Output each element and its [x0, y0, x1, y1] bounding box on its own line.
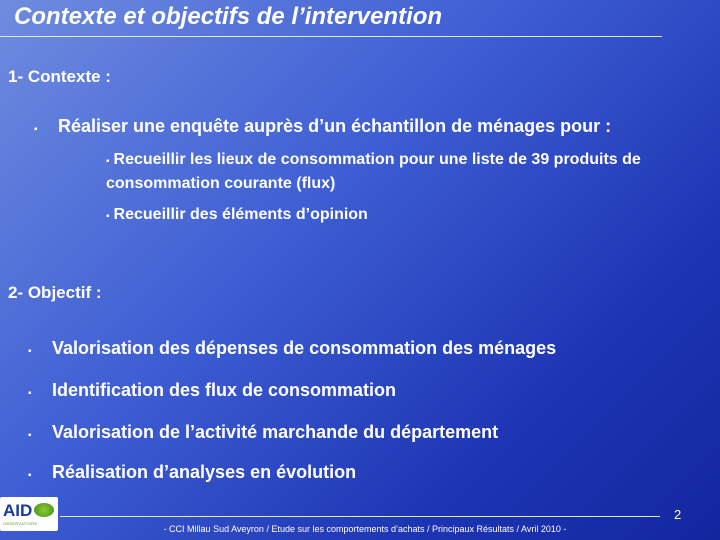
footer-text: - CCI Millau Sud Aveyron / Etude sur les comportements d’achats / Principaux Résultats / Avril 2010 - [163, 524, 567, 534]
objective-bullet-3 [28, 422, 498, 443]
context-sub-bullet-2 [106, 204, 706, 228]
objective-heading: 2- Objectif : [8, 283, 102, 302]
square-bullet-icon: ▪ [34, 124, 38, 135]
objective-bullet-2 [28, 380, 396, 401]
square-bullet-icon: ▪ [28, 346, 32, 357]
title-divider [0, 36, 662, 37]
square-bullet-icon: ▪ [28, 388, 32, 399]
context-sub-bullet-1-text: Recueillir les lieux de consommation pour une liste de 39 produits de consommation courante (flux) [106, 151, 641, 192]
aid-logo [0, 497, 58, 531]
square-bullet-icon: ▪ [28, 430, 32, 441]
footer-divider [60, 516, 660, 517]
objective-bullet-4 [28, 462, 356, 483]
aid-logo-subtitle: OBSERVATOIRE [3, 521, 38, 526]
objective-bullet-4-text: Réalisation d’analyses en évolution [52, 462, 357, 482]
context-main-bullet-text: Réaliser une enquête auprès d’un échantillon de ménages pour : [58, 116, 612, 136]
square-bullet-icon: ▪ [106, 211, 110, 222]
aid-logo-dot-icon [34, 503, 54, 517]
square-bullet-icon: ▪ [28, 470, 32, 481]
context-sub-bullet-2-text: Recueillir des éléments d’opinion [113, 206, 368, 223]
aid-logo-word: AID [3, 501, 33, 520]
context-sub-bullet-1 [106, 149, 712, 195]
objective-bullet-3-text: Valorisation de l’activité marchande du département [52, 422, 499, 442]
context-main-bullet [34, 116, 611, 137]
objective-bullet-1 [28, 338, 556, 359]
square-bullet-icon: ▪ [106, 156, 110, 167]
objective-bullet-2-text: Identification des flux de consommation [52, 380, 397, 400]
page-number: 2 [674, 507, 682, 522]
objective-bullet-1-text: Valorisation des dépenses de consommation des ménages [52, 338, 557, 358]
slide-title: Contexte et objectifs de l’intervention [14, 3, 443, 30]
context-heading: 1- Contexte : [8, 67, 111, 86]
